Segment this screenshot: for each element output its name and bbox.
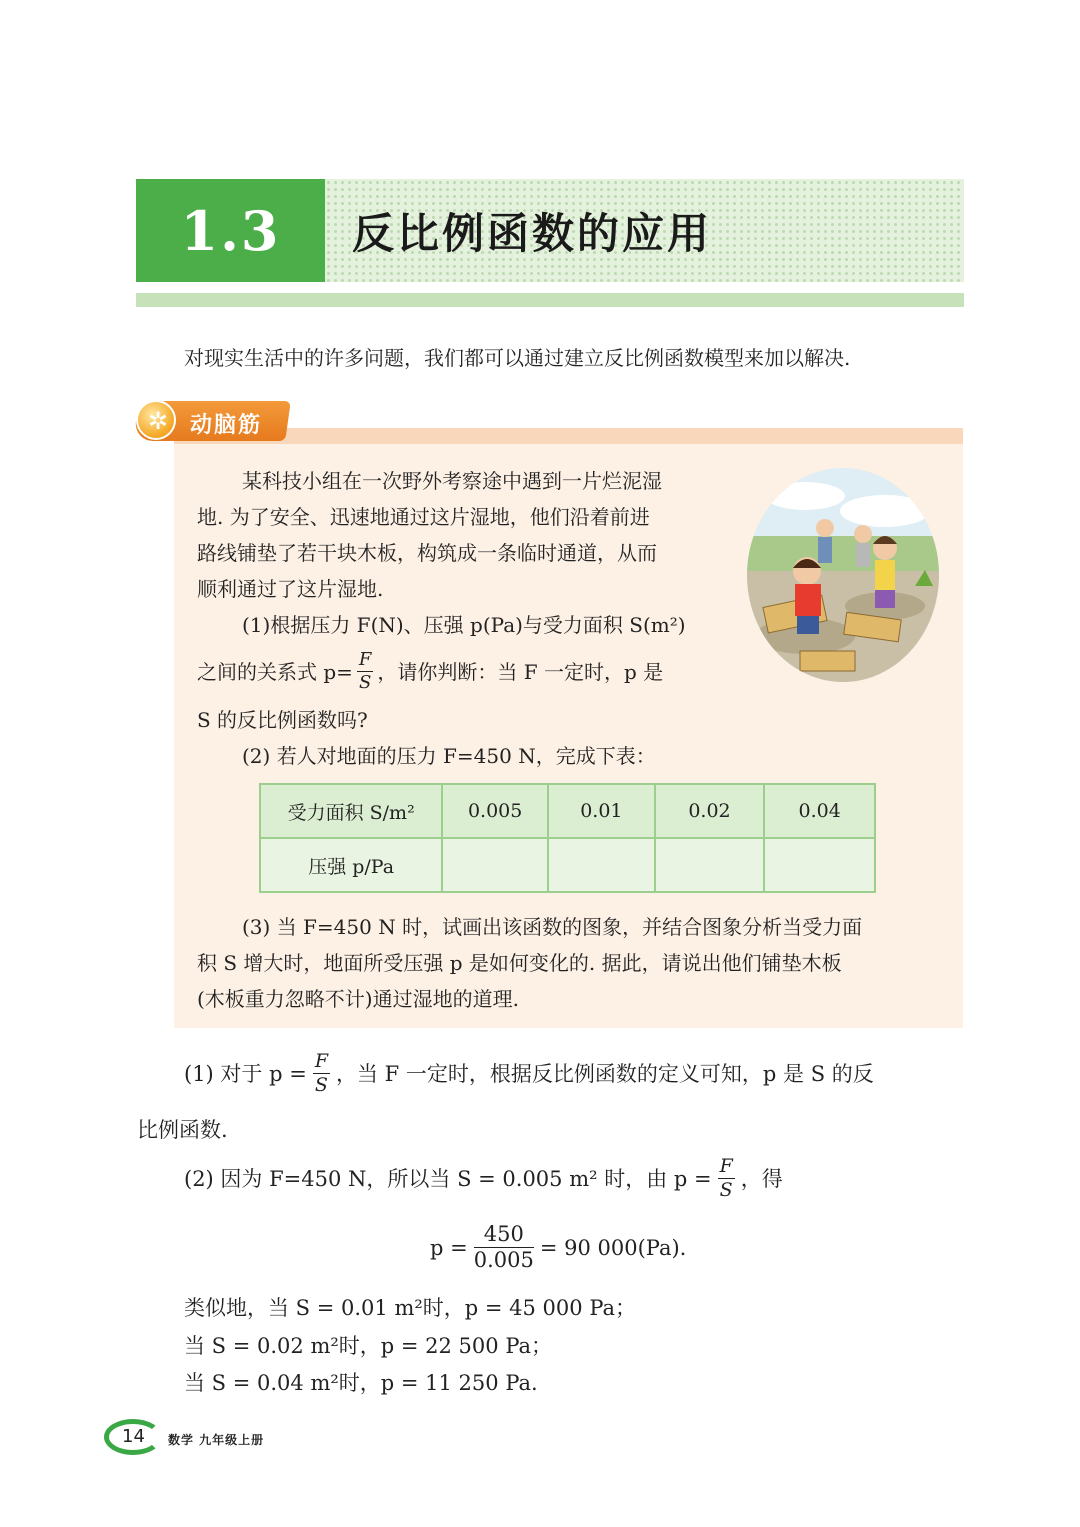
para1-line3: 路线铺垫了若干块木板，构筑成一条临时通道，从而 xyxy=(197,541,657,565)
q1-frac-den: S xyxy=(359,672,372,693)
section-underline xyxy=(136,293,964,307)
similar-line-c: 当 S = 0.04 m²时，p = 11 250 Pa. xyxy=(184,1371,538,1395)
q1-line2 xyxy=(197,651,663,692)
table-cell-empty xyxy=(764,838,875,892)
solution-2-line1 xyxy=(184,1157,783,1200)
s1-a: (1) 对于 p = xyxy=(184,1061,307,1086)
eq-left: p = xyxy=(430,1235,468,1260)
q1-line1: (1)根据压力 F(N)、压强 p(Pa)与受力面积 S(m²) xyxy=(242,613,686,637)
q1-frac-num: F xyxy=(358,649,372,670)
table-header-area: 受力面积 S/m² xyxy=(260,784,442,838)
table-cell: 0.005 xyxy=(442,784,548,838)
s1-frac-num: F xyxy=(314,1050,328,1072)
section-title: 反比例函数的应用 xyxy=(352,208,713,258)
solution-1-line1 xyxy=(184,1052,874,1095)
q3-line3: (木板重力忽略不计)通过湿地的道理. xyxy=(197,987,519,1011)
section-header xyxy=(136,179,964,282)
pressure-table xyxy=(259,783,876,893)
solution-1-line2: 比例函数. xyxy=(137,1118,228,1142)
eq-num: 450 xyxy=(474,1224,534,1248)
s2-b: ，得 xyxy=(740,1166,783,1191)
q2-text: (2) 若人对地面的压力 F=450 N，完成下表： xyxy=(242,744,656,768)
table-cell: 0.02 xyxy=(655,784,765,838)
eq-fraction xyxy=(474,1224,534,1271)
eq-den: 0.005 xyxy=(473,1248,534,1272)
table-row xyxy=(260,838,875,892)
s1-b: ，当 F 一定时，根据反比例函数的定义可知，p 是 S 的反 xyxy=(336,1061,874,1086)
similar-line-b: 当 S = 0.02 m²时，p = 22 500 Pa； xyxy=(184,1334,553,1358)
table-cell: 0.04 xyxy=(764,784,875,838)
q1-line2-a: 之间的关系式 p= xyxy=(197,659,353,684)
q3-line2: 积 S 增大时，地面所受压强 p 是如何变化的. 据此，请说出他们铺垫木板 xyxy=(197,951,842,975)
q1-line3: S 的反比例函数吗? xyxy=(197,708,368,732)
footer-book-title: 数学 九年级上册 xyxy=(168,1433,265,1447)
s2-frac-den: S xyxy=(719,1179,733,1201)
section-number: 1.3 xyxy=(136,179,325,282)
think-box-strip xyxy=(174,428,963,444)
similar-line-a: 类似地，当 S = 0.01 m²时，p = 45 000 Pa； xyxy=(184,1296,637,1320)
table-cell-empty xyxy=(655,838,765,892)
para1-line4: 顺利通过了这片湿地. xyxy=(197,577,384,601)
para1-line2: 地. 为了安全、迅速地通过这片湿地，他们沿着前进 xyxy=(197,505,650,529)
gear-icon: ✲ xyxy=(136,400,176,440)
eq-right: = 90 000(Pa). xyxy=(539,1235,687,1260)
q3-line1: (3) 当 F=450 N 时，试画出该函数的图象，并结合图象分析当受力面 xyxy=(242,915,863,939)
s1-frac-den: S xyxy=(314,1074,328,1096)
table-header-pressure: 压强 p/Pa xyxy=(260,838,442,892)
section-title-band xyxy=(325,179,964,282)
equation-line xyxy=(430,1224,686,1271)
think-badge-label: 动脑筋 xyxy=(190,413,263,438)
page-number: 14 xyxy=(122,1426,145,1447)
table-cell-empty xyxy=(548,838,655,892)
s2-fraction xyxy=(718,1157,735,1200)
q1-fraction xyxy=(357,651,374,692)
para1-line1: 某科技小组在一次野外考察途中遇到一片烂泥湿 xyxy=(242,469,662,493)
s1-fraction xyxy=(313,1052,330,1095)
table-row xyxy=(260,784,875,838)
s2-frac-num: F xyxy=(719,1155,733,1177)
table-cell-empty xyxy=(442,838,548,892)
intro-text: 对现实生活中的许多问题，我们都可以通过建立反比例函数模型来加以解决. xyxy=(184,346,851,370)
q1-line2-b: ，请你判断：当 F 一定时，p 是 xyxy=(377,659,664,684)
table-cell: 0.01 xyxy=(548,784,655,838)
s2-a: (2) 因为 F=450 N，所以当 S = 0.005 m² 时，由 p = xyxy=(184,1166,712,1191)
children-crossing-wetland-illustration xyxy=(745,466,941,684)
